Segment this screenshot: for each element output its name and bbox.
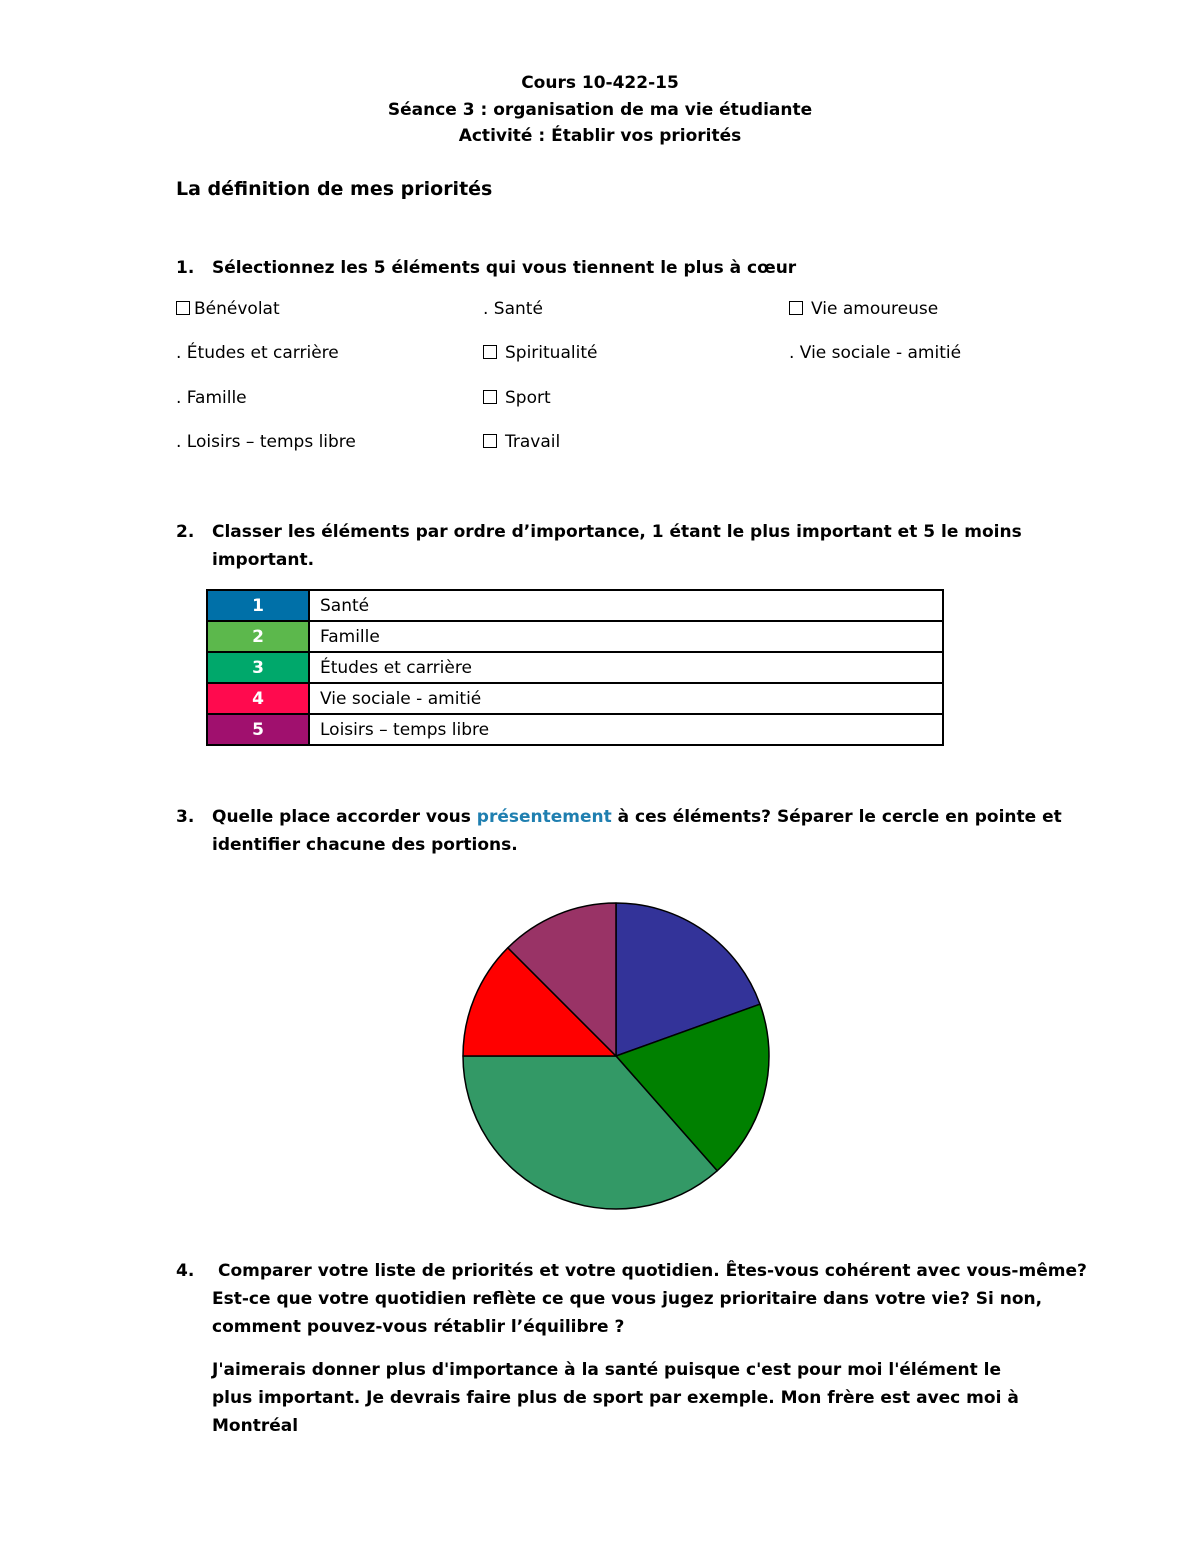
section-title: La définition de mes priorités <box>176 178 493 200</box>
checkbox-icon[interactable] <box>789 301 803 315</box>
rank-number: 3 <box>207 652 309 683</box>
rank-label[interactable]: Famille <box>309 621 943 652</box>
option-vie-amoureuse[interactable]: Vie amoureuse <box>789 299 938 319</box>
rank-number: 4 <box>207 683 309 714</box>
ranking-row <box>207 683 943 714</box>
rank-number: 2 <box>207 621 309 652</box>
question-text-line2: important. <box>212 550 315 570</box>
ranking-table <box>206 589 944 746</box>
ranking-row <box>207 590 943 621</box>
checkbox-icon[interactable] <box>483 345 497 359</box>
question-text-line2: Est-ce que votre quotidien reflète ce que vous jugez prioritaire dans votre vie? Si non, <box>212 1289 1043 1309</box>
rank-number: 1 <box>207 590 309 621</box>
option-spiritualite[interactable]: Spiritualité <box>483 343 597 363</box>
pie-chart <box>440 880 792 1232</box>
option-etudes: . Études et carrière <box>176 343 339 363</box>
question-text-line3: comment pouvez-vous rétablir l’équilibre ? <box>212 1317 625 1337</box>
checkbox-icon[interactable] <box>483 390 497 404</box>
highlighted-word: présentement <box>476 807 612 827</box>
option-sante: . Santé <box>483 299 543 319</box>
checkbox-icon[interactable] <box>483 434 497 448</box>
question-number: 2. <box>176 522 195 542</box>
question-text-line2: identifier chacune des portions. <box>212 835 518 855</box>
question-text-line1: Comparer votre liste de priorités et votre quotidien. Êtes-vous cohérent avec vous-même? <box>218 1261 1087 1281</box>
ranking-row <box>207 621 943 652</box>
option-benevolat[interactable]: Bénévolat <box>176 299 280 319</box>
rank-label[interactable]: Loisirs – temps libre <box>309 714 943 745</box>
option-sport[interactable]: Sport <box>483 388 551 408</box>
rank-label[interactable]: Vie sociale - amitié <box>309 683 943 714</box>
ranking-row <box>207 714 943 745</box>
rank-label[interactable]: Santé <box>309 590 943 621</box>
question-text-line1: Classer les éléments par ordre d’importance, 1 étant le plus important et 5 le moins <box>212 522 1022 542</box>
ranking-row <box>207 652 943 683</box>
checkbox-icon[interactable] <box>176 301 190 315</box>
question-number: 1. <box>176 258 195 278</box>
question-number: 4. <box>176 1261 195 1281</box>
option-vie-sociale: . Vie sociale - amitié <box>789 343 962 363</box>
question-text-line1: Quelle place accorder vous présentement à ces éléments? Séparer le cercle en pointe et <box>212 807 1062 827</box>
question-text: Sélectionnez les 5 éléments qui vous tiennent le plus à cœur <box>212 258 797 278</box>
rank-number: 5 <box>207 714 309 745</box>
option-famille: . Famille <box>176 388 247 408</box>
session-title: Séance 3 : organisation de ma vie étudiante <box>387 100 813 120</box>
option-travail[interactable]: Travail <box>483 432 560 452</box>
course-code: Cours 10-422-15 <box>521 73 679 93</box>
rank-label[interactable]: Études et carrière <box>309 652 943 683</box>
activity-title: Activité : Établir vos priorités <box>458 126 742 146</box>
answer-text[interactable]: J'aimerais donner plus d'importance à la santé puisque c'est pour moi l'élément le plus important. Je devrais faire plus de sport par exemple. Mon frère est avec moi à Montréal <box>212 1360 1019 1436</box>
option-loisirs: . Loisirs – temps libre <box>176 432 356 452</box>
question-number: 3. <box>176 807 195 827</box>
